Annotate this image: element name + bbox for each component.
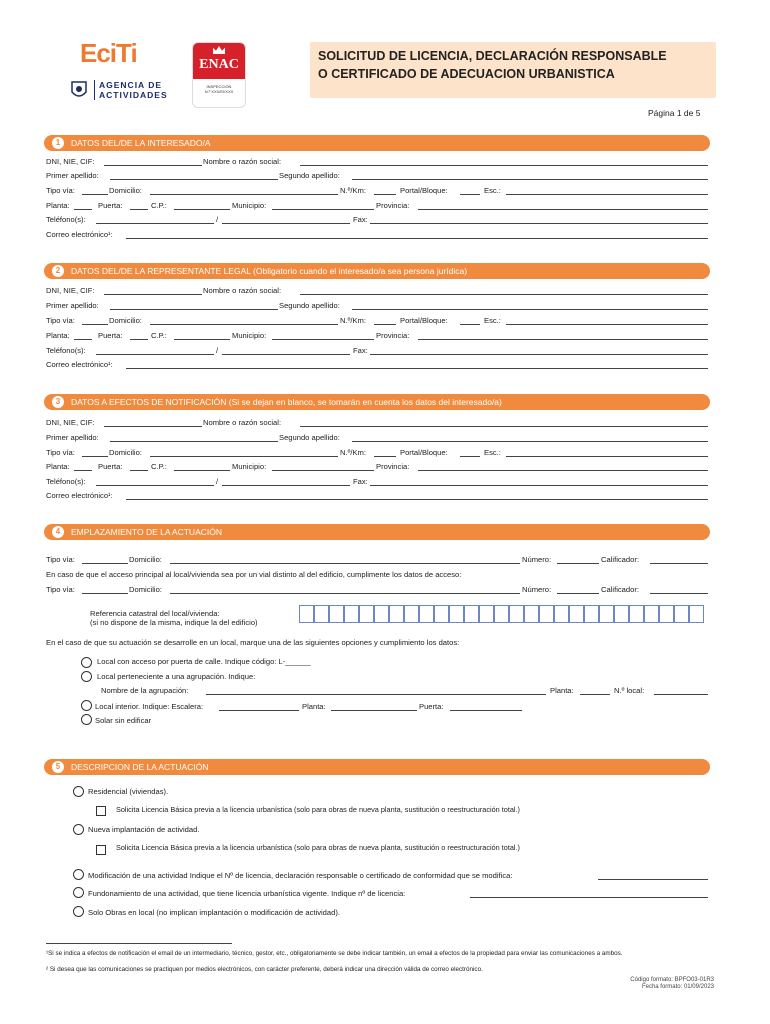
s2-fax-field[interactable] xyxy=(370,354,708,355)
s3-telefono-field-1[interactable] xyxy=(96,485,214,486)
s4-domicilio-label: Domicilio: xyxy=(129,555,162,564)
s1-cp-label: C.P.: xyxy=(151,201,167,210)
s1-correo-field[interactable] xyxy=(126,238,708,239)
s1-nkm-field[interactable] xyxy=(374,194,396,195)
s2-primer-label: Primer apellido: xyxy=(46,301,99,310)
s3-portal-label: Portal/Bloque: xyxy=(400,448,448,457)
section-3-title: DATOS A EFECTOS DE NOTIFICACIÓN (Si se dejan en blanco, se tomarán en cuenta los datos del interesado/a) xyxy=(71,397,502,407)
footnote-1: ¹Si se indica a efectos de notificación el email de un intermediario, técnico, gestor, etc., obligatoriamente se debe indicar también, un email a efectos de la propiedad para enviar las comunicaciones a ambos. xyxy=(46,950,623,957)
s5-opt3-label: Modificación de una actividad Indique el Nº de licencia, declaración responsable o certificado de conformidad que se modifica: xyxy=(88,871,513,880)
s5-opt3-radio[interactable] xyxy=(73,869,84,880)
s3-nkm-label: N.º/Km: xyxy=(340,448,366,457)
s1-nkm-label: N.º/Km: xyxy=(340,186,366,195)
s1-tipo-field[interactable] xyxy=(82,194,108,195)
agencia-line2: ACTIVIDADES xyxy=(99,90,168,100)
s4-agrupacion-label: Nombre de la agrupación: xyxy=(101,686,189,695)
form-title-line1: SOLICITUD DE LICENCIA, DECLARACIÓN RESPONSABLE xyxy=(318,49,667,63)
s2-tipo-label: Tipo vía: xyxy=(46,316,75,325)
s3-fax-field[interactable] xyxy=(370,485,708,486)
s4-domicilio-field[interactable] xyxy=(170,563,520,564)
s4-opt2-radio[interactable] xyxy=(81,671,92,682)
section-1-number: 1 xyxy=(52,137,64,149)
s3-correo-label: Correo electrónico¹: xyxy=(46,491,113,500)
s5-opt4-field[interactable] xyxy=(470,897,708,898)
s2-cp-field[interactable] xyxy=(174,339,230,340)
s1-primer-field[interactable] xyxy=(110,179,278,180)
s1-municipio-field[interactable] xyxy=(272,209,374,210)
s1-cp-field[interactable] xyxy=(174,209,230,210)
s2-telefono-slash: / xyxy=(216,346,219,355)
s2-fax-label: Fax: xyxy=(353,346,368,355)
s1-dni-field[interactable] xyxy=(104,165,202,166)
s3-primer-label: Primer apellido: xyxy=(46,433,99,442)
s3-telefono-field-2[interactable] xyxy=(222,485,350,486)
s1-provincia-field[interactable] xyxy=(418,209,708,210)
s5-opt1-sub-checkbox[interactable] xyxy=(96,806,106,816)
s4-opt4-label: Solar sin edificar xyxy=(95,716,152,725)
s4-tipo-field[interactable] xyxy=(82,563,128,564)
s5-opt1-radio[interactable] xyxy=(73,786,84,797)
s2-primer-field[interactable] xyxy=(110,309,278,310)
s2-domicilio-field[interactable] xyxy=(150,324,338,325)
s1-puerta-field[interactable] xyxy=(130,209,148,210)
s2-puerta-field[interactable] xyxy=(130,339,148,340)
s2-puerta-label: Puerta: xyxy=(98,331,123,340)
s2-provincia-label: Provincia: xyxy=(376,331,410,340)
s3-puerta-field[interactable] xyxy=(130,470,148,471)
s3-esc-label: Esc.: xyxy=(484,448,501,457)
s2-municipio-field[interactable] xyxy=(272,339,374,340)
s4-agrupacion-planta-label: Planta: xyxy=(550,686,574,695)
s3-planta-label: Planta: xyxy=(46,462,70,471)
s4-agrupacion-planta-field[interactable] xyxy=(580,694,610,695)
s1-segundo-label: Segundo apellido: xyxy=(279,171,340,180)
s4-numero2-label: Número: xyxy=(522,585,552,594)
s2-provincia-field[interactable] xyxy=(418,339,708,340)
section-2-number: 2 xyxy=(52,265,64,277)
s5-opt2-sub-checkbox[interactable] xyxy=(96,845,106,855)
s2-telefono-field-1[interactable] xyxy=(96,354,214,355)
s5-opt2-sub-label: Solicita Licencia Básica previa a la licencia urbanística (solo para obras de nueva planta, sustitución o reestructuración total.) xyxy=(116,843,520,852)
s2-cp-label: C.P.: xyxy=(151,331,167,340)
catastral-reference-input[interactable] xyxy=(299,605,711,623)
s5-opt5-label: Solo Obras en local (no implican implantación o modificación de actividad). xyxy=(88,908,340,917)
s3-segundo-label: Segundo apellido: xyxy=(279,433,340,442)
s5-opt1-label: Residencial (viviendas). xyxy=(88,787,169,796)
s3-municipio-label: Municipio: xyxy=(232,462,267,471)
s2-telefono-label: Teléfono(s): xyxy=(46,346,86,355)
s1-nombre-field[interactable] xyxy=(300,165,708,166)
s4-calificador2-field[interactable] xyxy=(650,593,708,594)
section-3-number: 3 xyxy=(52,396,64,408)
s2-tipo-field[interactable] xyxy=(82,324,108,325)
s2-municipio-label: Municipio: xyxy=(232,331,267,340)
s3-dni-field[interactable] xyxy=(104,426,202,427)
s3-cp-field[interactable] xyxy=(174,470,230,471)
s1-portal-label: Portal/Bloque: xyxy=(400,186,448,195)
eciti-logo xyxy=(80,38,160,72)
s4-ref-label-2: (si no dispone de la misma, indique la del edificio) xyxy=(90,618,258,627)
s5-opt4-label: Fundonamiento de una actividad, que tiene licencia urbanística vigente. Indique nº de licencia: xyxy=(88,889,406,898)
s4-calificador-label: Calificador: xyxy=(601,555,639,564)
s4-opt3-radio[interactable] xyxy=(81,700,92,711)
s5-opt2-radio[interactable] xyxy=(73,824,84,835)
s4-domicilio2-label: Domicilio: xyxy=(129,585,162,594)
s2-correo-field[interactable] xyxy=(126,368,708,369)
madrid-crest-icon xyxy=(70,80,88,100)
s1-segundo-field[interactable] xyxy=(352,179,708,180)
s3-planta-field[interactable] xyxy=(74,470,92,471)
s3-dni-label: DNI, NIE, CIF: xyxy=(46,418,95,427)
s3-tipo-field[interactable] xyxy=(82,456,108,457)
section-5-header xyxy=(44,759,710,775)
section-5-title: DESCRIPCION DE LA ACTUACIÓN xyxy=(71,762,209,772)
eciti-logo-text: EciTi xyxy=(80,38,137,68)
enac-crown-icon xyxy=(213,46,225,54)
s4-numero-field[interactable] xyxy=(557,563,599,564)
s4-ref-label-1: Referencia catastral del local/vivienda: xyxy=(90,609,220,618)
section-4-header xyxy=(44,524,710,540)
s4-calificador2-label: Calificador: xyxy=(601,585,639,594)
s1-planta-field[interactable] xyxy=(74,209,92,210)
page-number: Página 1 de 5 xyxy=(648,108,701,118)
s3-tipo-label: Tipo vía: xyxy=(46,448,75,457)
s4-acceso-text: En caso de que el acceso principal al local/vivienda sea por un vial distinto al del edificio, cumplimente los datos de acceso: xyxy=(46,570,462,579)
s1-portal-field[interactable] xyxy=(460,194,480,195)
s4-numero-label: Número: xyxy=(522,555,552,564)
s2-planta-field[interactable] xyxy=(74,339,92,340)
form-title-line2: O CERTIFICADO DE ADECUACION URBANISTICA xyxy=(318,67,615,81)
s4-calificador-field[interactable] xyxy=(650,563,708,564)
section-1-title: DATOS DEL/DE LA INTERESADO/A xyxy=(71,138,211,148)
s5-opt4-radio[interactable] xyxy=(73,887,84,898)
s4-opt1-radio[interactable] xyxy=(81,657,92,668)
enac-logo-text: ENAC xyxy=(199,57,239,72)
s4-nlocal-label: N.º local: xyxy=(614,686,645,695)
s4-tipo2-field[interactable] xyxy=(82,593,128,594)
s4-opt3-planta-field[interactable] xyxy=(331,710,417,711)
s1-esc-label: Esc.: xyxy=(484,186,501,195)
s3-provincia-label: Provincia: xyxy=(376,462,410,471)
section-5-number: 5 xyxy=(52,761,64,773)
s3-nombre-label: Nombre o razón social: xyxy=(203,418,282,427)
s1-telefono-field-2[interactable] xyxy=(222,223,350,224)
s1-provincia-label: Provincia: xyxy=(376,201,410,210)
s2-correo-label: Correo electrónico¹: xyxy=(46,360,113,369)
s2-esc-field[interactable] xyxy=(506,324,708,325)
s1-domicilio-field[interactable] xyxy=(150,194,338,195)
s5-opt2-label: Nueva implantación de actividad. xyxy=(88,825,200,834)
s2-nkm-label: N.º/Km: xyxy=(340,316,366,325)
s2-dni-label: DNI, NIE, CIF: xyxy=(46,286,95,295)
s1-tipo-label: Tipo vía: xyxy=(46,186,75,195)
s4-tipo-label: Tipo vía: xyxy=(46,555,75,564)
s3-portal-field[interactable] xyxy=(460,456,480,457)
s3-telefono-label: Teléfono(s): xyxy=(46,477,86,486)
section-4-number: 4 xyxy=(52,526,64,538)
s4-opt3-puerta-label: Puerta: xyxy=(419,702,444,711)
s3-domicilio-label: Domicilio: xyxy=(109,448,142,457)
s4-opt3-label: Local interior. Indique: Escalera: xyxy=(95,702,204,711)
s1-telefono-field-1[interactable] xyxy=(96,223,214,224)
s1-fax-field[interactable] xyxy=(370,223,708,224)
s4-opt3-puerta-field[interactable] xyxy=(450,710,522,711)
s3-correo-field[interactable] xyxy=(126,499,708,500)
s1-nombre-label: Nombre o razón social: xyxy=(203,157,282,166)
s4-opt4-radio[interactable] xyxy=(81,714,92,725)
s2-planta-label: Planta: xyxy=(46,331,70,340)
s2-nkm-field[interactable] xyxy=(374,324,396,325)
s4-tipo2-label: Tipo vía: xyxy=(46,585,75,594)
agencia-actividades-logo xyxy=(94,80,168,100)
s2-nombre-field[interactable] xyxy=(300,294,708,295)
s4-opt1-label: Local con acceso por puerta de calle. Indique código: L-______ xyxy=(97,657,311,666)
s1-domicilio-label: Domicilio: xyxy=(109,186,142,195)
footnote-divider xyxy=(46,943,232,944)
section-1-header xyxy=(44,135,710,151)
s4-nlocal-field[interactable] xyxy=(654,694,708,695)
s2-portal-field[interactable] xyxy=(460,324,480,325)
s4-numero2-field[interactable] xyxy=(557,593,599,594)
s1-municipio-label: Municipio: xyxy=(232,201,267,210)
footnote-2: ² Si desea que las comunicaciones se practiquen por medios electrónicos, con carácter preferente, deberá indicar una dirección válida de correo electrónico. xyxy=(46,966,483,973)
s4-escalera-field[interactable] xyxy=(219,710,299,711)
s1-primer-label: Primer apellido: xyxy=(46,171,99,180)
s1-correo-label: Correo electrónico¹: xyxy=(46,230,113,239)
s2-segundo-label: Segundo apellido: xyxy=(279,301,340,310)
s3-domicilio-field[interactable] xyxy=(150,456,338,457)
s3-cp-label: C.P.: xyxy=(151,462,167,471)
s3-municipio-field[interactable] xyxy=(272,470,374,471)
s1-planta-label: Planta: xyxy=(46,201,70,210)
section-3-header xyxy=(44,394,710,410)
s3-puerta-label: Puerta: xyxy=(98,462,123,471)
s4-agrupacion-field[interactable] xyxy=(206,694,546,695)
form-title-box xyxy=(310,42,716,98)
s1-telefono-label: Teléfono(s): xyxy=(46,215,86,224)
s4-opt2-label: Local perteneciente a una agrupación. Indique: xyxy=(97,672,256,681)
enac-sub-text: INSPECCIÓN N.º XXX/EI/XXX xyxy=(204,84,234,94)
agencia-line1: AGENCIA DE xyxy=(99,80,163,90)
s4-opt3-planta-label: Planta: xyxy=(302,702,326,711)
s5-opt3-field[interactable] xyxy=(598,879,708,880)
s2-esc-label: Esc.: xyxy=(484,316,501,325)
enac-logo xyxy=(192,42,246,108)
s2-portal-label: Portal/Bloque: xyxy=(400,316,448,325)
s2-nombre-label: Nombre o razón social: xyxy=(203,286,282,295)
s2-telefono-field-2[interactable] xyxy=(222,354,350,355)
s2-segundo-field[interactable] xyxy=(352,309,708,310)
s4-domicilio2-field[interactable] xyxy=(170,593,520,594)
s3-telefono-slash: / xyxy=(216,477,219,486)
s3-provincia-field[interactable] xyxy=(418,470,708,471)
s3-primer-field[interactable] xyxy=(110,441,278,442)
s1-dni-label: DNI, NIE, CIF: xyxy=(46,157,95,166)
s3-esc-field[interactable] xyxy=(506,456,708,457)
section-4-title: EMPLAZAMIENTO DE LA ACTUACIÓN xyxy=(71,527,222,537)
format-code: Código formato: BPFO03-01R3 xyxy=(630,977,714,983)
s1-telefono-slash: / xyxy=(216,215,219,224)
s3-nkm-field[interactable] xyxy=(374,456,396,457)
s1-puerta-label: Puerta: xyxy=(98,201,123,210)
s2-dni-field[interactable] xyxy=(104,294,202,295)
s4-opciones-text: En el caso de que su actuación se desarrolle en un local, marque una de las siguientes opciones y cumplimiento los datos: xyxy=(46,638,460,647)
s1-fax-label: Fax: xyxy=(353,215,368,224)
s3-fax-label: Fax: xyxy=(353,477,368,486)
s5-opt5-radio[interactable] xyxy=(73,906,84,917)
s3-nombre-field[interactable] xyxy=(300,426,708,427)
s2-domicilio-label: Domicilio: xyxy=(109,316,142,325)
section-2-title: DATOS DEL/DE LA REPRESENTANTE LEGAL (Obligatorio cuando el interesado/a sea persona jurídica) xyxy=(71,266,468,276)
s1-esc-field[interactable] xyxy=(506,194,708,195)
section-2-header xyxy=(44,263,710,279)
s3-segundo-field[interactable] xyxy=(352,441,708,442)
s5-opt1-sub-label: Solicita Licencia Básica previa a la licencia urbanística (solo para obras de nueva planta, sustitución o reestructuración total.) xyxy=(116,805,520,814)
format-date: Fecha formato: 01/09/2023 xyxy=(641,984,714,990)
